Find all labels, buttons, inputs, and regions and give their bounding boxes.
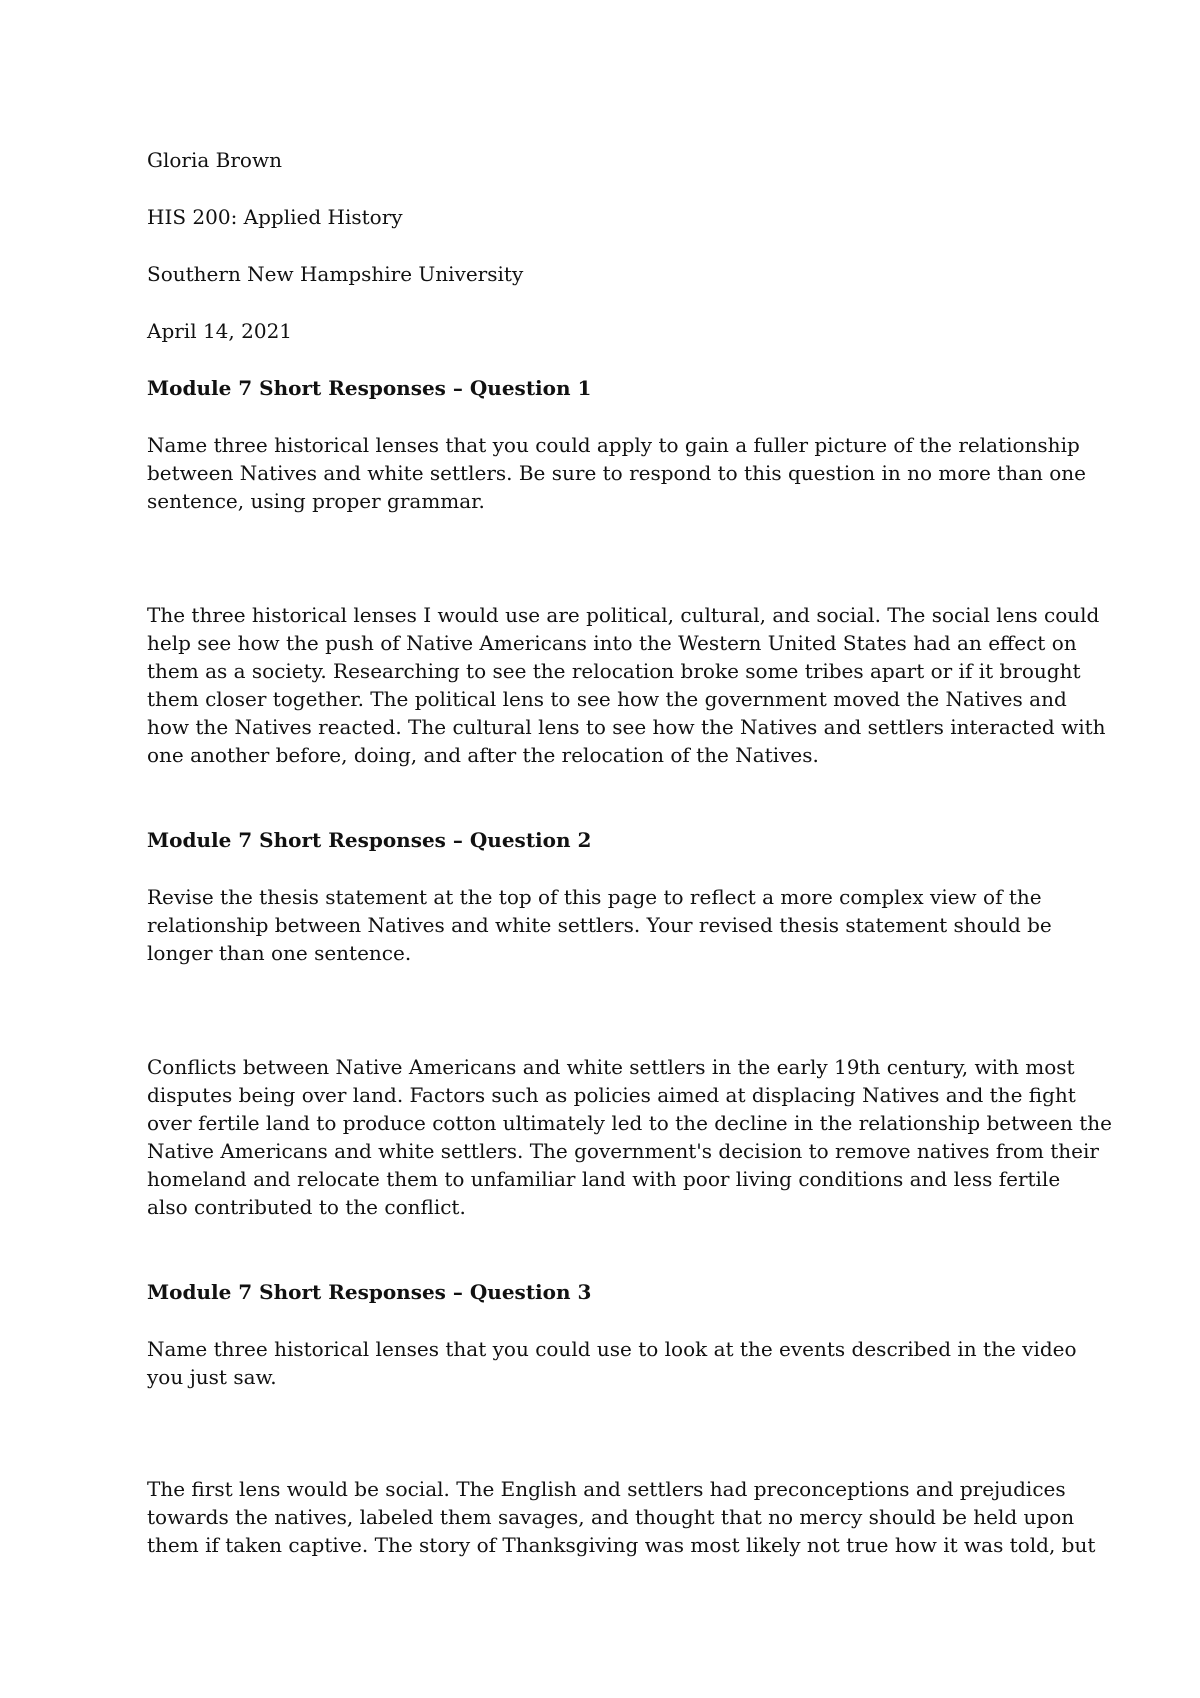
answer-line: towards the natives, labeled them savages, and thought that no mercy should be held upon [147, 1505, 1075, 1529]
question-3-answer [147, 1475, 1096, 1559]
course-title: HIS 200: Applied History [147, 205, 403, 229]
answer-line: how the Natives reacted. The cultural lens to see how the Natives and settlers interacted with [147, 715, 1106, 739]
prompt-line: sentence, using proper grammar. [147, 489, 485, 513]
question-1-prompt [147, 431, 1087, 515]
answer-line: The first lens would be social. The English and settlers had preconceptions and prejudices [147, 1477, 1066, 1501]
prompt-line: relationship between Natives and white settlers. Your revised thesis statement should be [147, 913, 1052, 937]
answer-line: over fertile land to produce cotton ultimately led to the decline in the relationship between the [147, 1111, 1112, 1135]
prompt-line: Revise the thesis statement at the top of this page to reflect a more complex view of the [147, 885, 1042, 909]
question-2-answer [147, 1053, 1112, 1221]
author-name: Gloria Brown [147, 148, 282, 172]
question-3-heading: Module 7 Short Responses – Question 3 [147, 1280, 592, 1304]
prompt-line: Name three historical lenses that you could apply to gain a fuller picture of the relationship [147, 433, 1080, 457]
prompt-line: Name three historical lenses that you could use to look at the events described in the video [147, 1337, 1077, 1361]
answer-line: also contributed to the conflict. [147, 1195, 466, 1219]
submission-date: April 14, 2021 [147, 319, 293, 343]
answer-line: one another before, doing, and after the relocation of the Natives. [147, 743, 819, 767]
question-3-prompt [147, 1335, 1077, 1391]
question-2-prompt [147, 883, 1067, 967]
answer-line: them closer together. The political lens to see how the government moved the Natives and [147, 687, 1067, 711]
answer-line: Native Americans and white settlers. The government's decision to remove natives from their [147, 1139, 1099, 1163]
prompt-line: longer than one sentence. [147, 941, 412, 965]
answer-line: them if taken captive. The story of Thanksgiving was most likely not true how it was told, but [147, 1533, 1096, 1557]
question-1-heading: Module 7 Short Responses – Question 1 [147, 376, 592, 400]
answer-line: help see how the push of Native Americans into the Western United States had an effect on [147, 631, 1077, 655]
answer-line: The three historical lenses I would use are political, cultural, and social. The social lens could [147, 603, 1100, 627]
prompt-line: between Natives and white settlers. Be sure to respond to this question in no more than one [147, 461, 1087, 485]
answer-line: them as a society. Researching to see the relocation broke some tribes apart or if it brought [147, 659, 1081, 683]
institution-name: Southern New Hampshire University [147, 262, 524, 286]
answer-line: Conflicts between Native Americans and white settlers in the early 19th century, with most [147, 1055, 1075, 1079]
question-1-answer [147, 601, 1106, 769]
question-2-heading: Module 7 Short Responses – Question 2 [147, 828, 592, 852]
answer-line: disputes being over land. Factors such as policies aimed at displacing Natives and the fight [147, 1083, 1076, 1107]
prompt-line: you just saw. [147, 1365, 277, 1389]
answer-line: homeland and relocate them to unfamiliar land with poor living conditions and less fertile [147, 1167, 1061, 1191]
